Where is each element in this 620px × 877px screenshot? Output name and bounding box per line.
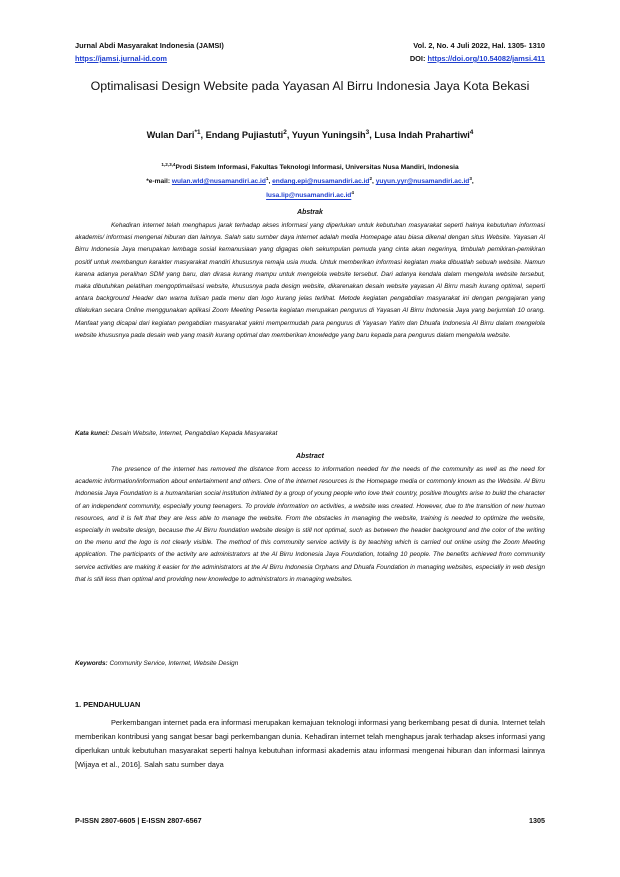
abstract-heading: Abstract [296,453,324,460]
kata-kunci-text: Desain Website, Internet, Pengabdian Kepada Masyarakat [111,430,278,437]
affiliation-marker: 1,2,3,4 [161,162,176,167]
author-name: , Endang Pujiastuti [200,130,284,141]
journal-header-left [75,39,224,65]
keywords-text: Community Service, Internet, Website Design [109,660,239,667]
email-label: *e-mail: [146,178,171,186]
author-marker: *1 [194,129,201,136]
journal-url-link[interactable]: https://jamsi.jurnal-id.com [75,54,167,63]
email-link[interactable]: endang.epi@nusamandiri.ac.id [272,178,370,186]
section-body: Perkembangan internet pada era informasi merupakan kemajuan teknologi informasi yang berkembang pesat di dunia. Internet telah memberikan kontribusi yang sangat besar bagi perkembangan dunia. Kehadiran internet telah menghapus jarak terhadap akses informasi yang diperlukan untuk kebutuhan masyarakat seperti halnya kebutuhan informasi akademis atau informasi mengenai hiburan dan informasi lainnya [Wijaya et al., 2016]. Salah satu sumber daya [75,718,545,770]
author-list [60,129,560,140]
doi-link[interactable]: https://doi.org/10.54082/jamsi.411 [427,54,545,63]
kata-kunci-label: Kata kunci: [75,430,110,437]
journal-header-right [410,39,545,65]
issn-footer: P-ISSN 2807-6605 | E-ISSN 2807-6567 [75,816,202,825]
abstract-body: The presence of the internet has removed the distance from access to information needed for the needs of the community as well as the need for academic information/information about entertainment and others. One of the internet resources is the Homepage media or commonly known as the Website. Al Birru Indonesia Jaya Foundation is a humanitarian social institution initiated by a group of young people who love their country, positive thoughts arise to build the character of an independent community, especially young teenagers. To provide information on activities, a website was created. However, due to the transition of new human resources, and it is felt that they are less able to manage the website. From the obstacles in managing the website, training is needed to optimize the website, especially in website design, because the Al Birru foundation website design is still not optimal, such as between the header background and the color of the writing on the menu and the logo is not clearly visible. The method of this community service activity is by teaching which is carried out online using the Zoom Meeting application. The participants of the activity are administrators at the Al Birru Indonesia Jaya Foundation, totaling 10 people. The benefits achieved from community service activities are making it easier for the administrators at the Al Birru Indonesia Orphans and Dhuafa Foundation in managing websites, especially in web design that is still less than optimal and providing new knowledge to administrators in managing websites. [75,466,545,583]
email-link[interactable]: yuyun.yyr@nusamandiri.ac.id [375,178,470,186]
paper-title: Optimalisasi Design Website pada Yayasan Al Birru Indonesia Jaya Kota Bekasi [90,79,530,93]
email-marker: 4 [351,190,354,196]
abstrak-heading: Abstrak [297,209,323,216]
author-marker: 2 [283,129,287,136]
email-marker: 2 [369,176,373,182]
email-marker: 3 [469,176,472,182]
keywords-label: Keywords: [75,660,108,667]
journal-name: Jurnal Abdi Masyarakat Indonesia (JAMSI) [75,41,224,50]
email-marker: 1 [265,176,269,182]
author-marker: 3 [365,129,370,136]
email-line [60,187,560,201]
abstrak-body: Kehadiran internet telah menghapus jarak terhadap akses informasi yang diperlukan untuk kebutuhan masyarakat seperti halnya kebutuhan informasi akademis/ informasi mengenai hiburan dan lainnya. Salah satu sumber daya internet adalah media Homepage atau biasa dikenal dengan situs Website. Yayasan Al Birru Indonesia Jaya merupakan lembaga sosial kemanusiaan yang digagas oleh sekumpulan pemuda yang cinta akan negerinya, timbulah pemikiran-pemikiran positif untuk membangun karakter masyarakat mandiri khususnya remaja usia muda. Untuk memberikan informasi kegiatan maka dibuatlah sebuah website. Namun karena adanya peralihan SDM yang baru, dan dirasa kurang mampu untuk mengelola website tersebut. Dari adanya kendala dalam mengelola website tersebut, maka dibutuhkan pelatihan mengoptimalisasi website, khususnya pada design website, dikarenakan desain website yayasan Al Birru masih kurang optimal, seperti antara background Header dan warna tulisan pada menu dan logo kurang jelas terlihat. Metode kegiatan pengabdian masyarakat ini dengan pengajaran yang dilakukan secara Online menggunakan aplikasi Zoom Meeting Peserta kegiatan merupakan pengurus di Yayasan Al Birru Indonesia Jaya yang berjumlah 10 orang. Manfaat yang dicapai dari kegiatan pengabdian masyarakat yakni mempermudah para pengurus di Yayasan Yatim dan Dhuafa Indonesia Al Birru dalam mengelola website khususnya pada desain web yang masih kurang optimal dan memberikan knowledge yang baru kepada para pengurus dalam mengelola website. [75,222,545,339]
email-line: *e-mail: $wulan.wld@nusamandiri.ac.id^1$, $endang.epi@nusamandiri.ac.id^2$, $yuyun.yyr@nusamandiri.ac.id^3$, [146,176,474,186]
keywords-line [75,660,545,667]
affiliation-line [60,159,560,173]
doi-line [410,52,545,65]
volume-info: Vol. 2, No. 4 Juli 2022, Hal. 1305- 1310 [413,41,545,50]
affiliation-block [60,159,560,202]
author-name: Wulan Dari [146,130,195,141]
email-link[interactable]: lusa.lip@nusamandiri.ac.id [266,192,352,200]
section-heading: 1. PENDAHULUAN [75,700,141,709]
page-number: 1305 [529,816,545,825]
doi-label: DOI: [409,54,426,63]
author-name: , Lusa Indah Prahartiwi [369,130,470,141]
author-name: , Yuyun Yuningsih [286,130,366,141]
email-link[interactable]: wulan.wld@nusamandiri.ac.id [171,178,266,186]
author-marker: 4 [469,129,474,136]
kata-kunci-line [75,430,545,437]
affiliation-text: Prodi Sistem Informasi, Fakultas Teknologi Informasi, Universitas Nusa Mandiri, Indonesia [175,164,459,172]
